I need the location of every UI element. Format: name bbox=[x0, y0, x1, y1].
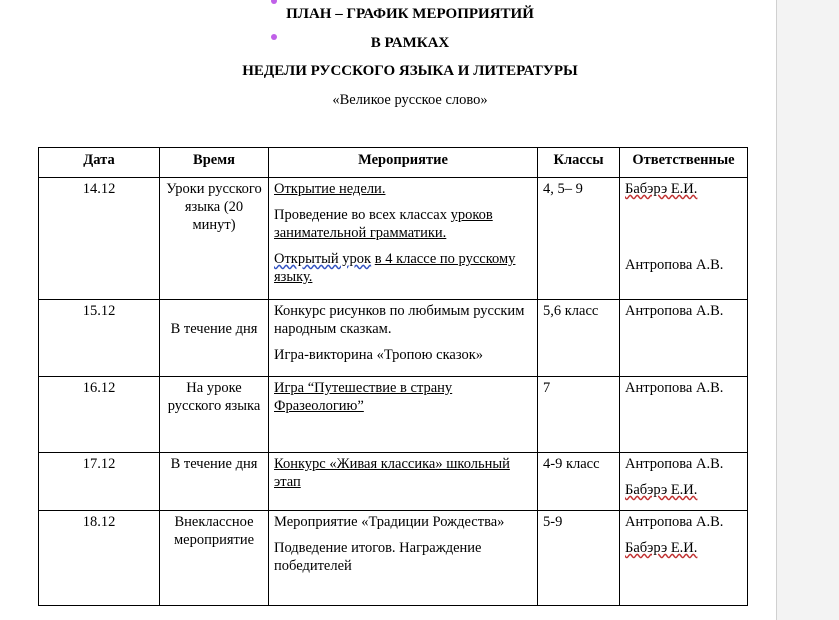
responsible-name: Бабэрэ Е.И. bbox=[625, 540, 698, 556]
cell-event bbox=[269, 453, 538, 511]
cell-event bbox=[269, 511, 538, 606]
cell-classes: 5,6 класс bbox=[538, 300, 620, 377]
table-row bbox=[39, 453, 748, 511]
cell-time: Внеклассное мероприятие bbox=[160, 511, 269, 606]
header-responsible: Ответственные bbox=[620, 148, 748, 178]
event-text: Конкурс рисунков по любимым русским народным сказкам. bbox=[274, 303, 525, 337]
event-text: Подведение итогов. Награждение победителей bbox=[274, 540, 482, 574]
doc-title: ПЛАН – ГРАФИК МЕРОПРИЯТИЙ bbox=[286, 6, 534, 22]
cell-date: 16.12 bbox=[39, 377, 160, 453]
cell-classes: 4, 5– 9 bbox=[538, 178, 620, 300]
cell-time: В течение дня bbox=[160, 300, 269, 377]
cell-responsible bbox=[620, 511, 748, 606]
event-text: Открытие недели. bbox=[274, 181, 386, 197]
cell-responsible: Антропова А.В. bbox=[620, 300, 748, 377]
event-text: Мероприятие «Традиции Рождества» bbox=[274, 514, 505, 530]
header-time: Время bbox=[160, 148, 269, 178]
table-row bbox=[39, 511, 748, 606]
cell-classes: 5-9 bbox=[538, 511, 620, 606]
cell-date: 15.12 bbox=[39, 300, 160, 377]
cell-event bbox=[269, 300, 538, 377]
table-row bbox=[39, 300, 748, 377]
table-row bbox=[39, 178, 748, 300]
cell-date: 17.12 bbox=[39, 453, 160, 511]
event-text: Игра “Путешествие в страну Фразеологию” bbox=[274, 380, 453, 414]
doc-subtitle: «Великое русское слово» bbox=[332, 92, 488, 108]
cell-date: 14.12 bbox=[39, 178, 160, 300]
cell-event bbox=[269, 178, 538, 300]
responsible-name: Бабэрэ Е.И. bbox=[625, 181, 698, 197]
event-text: Проведение во всех классах bbox=[274, 207, 447, 223]
cell-time: На уроке русского языка bbox=[160, 377, 269, 453]
cell-responsible: Антропова А.В. bbox=[620, 377, 748, 453]
doc-title-line2: В РАМКАХ bbox=[370, 35, 450, 51]
formatting-mark-icon bbox=[271, 0, 277, 4]
event-text: Открытый урок bbox=[274, 251, 372, 267]
cell-responsible bbox=[620, 453, 748, 511]
cell-time: Уроки русского языка (20 минут) bbox=[160, 178, 269, 300]
doc-title-line3: НЕДЕЛИ РУССКОГО ЯЗЫКА И ЛИТЕРАТУРЫ bbox=[242, 63, 578, 79]
event-text: уроков занимательной грамматики. bbox=[274, 207, 493, 241]
cell-event bbox=[269, 377, 538, 453]
event-text: в 4 классе по русскому языку. bbox=[274, 251, 516, 285]
cell-date: 18.12 bbox=[39, 511, 160, 606]
cell-time: В течение дня bbox=[160, 453, 269, 511]
responsible-name: Антропова А.В. bbox=[625, 456, 724, 472]
table-header bbox=[39, 148, 748, 178]
cell-responsible bbox=[620, 178, 748, 300]
events-table bbox=[38, 147, 748, 606]
header-date: Дата bbox=[39, 148, 160, 178]
header-event: Мероприятие bbox=[269, 148, 538, 178]
event-text: Игра-викторина «Тропою сказок» bbox=[274, 347, 484, 363]
responsible-name: Антропова А.В. bbox=[625, 514, 724, 530]
event-text: Конкурс «Живая классика» школьный этап bbox=[274, 456, 510, 490]
table-row bbox=[39, 377, 748, 453]
cell-classes: 7 bbox=[538, 377, 620, 453]
header-classes: Классы bbox=[538, 148, 620, 178]
responsible-name: Бабэрэ Е.И. bbox=[625, 482, 698, 498]
responsible-name: Антропова А.В. bbox=[625, 257, 724, 273]
cell-classes: 4-9 класс bbox=[538, 453, 620, 511]
